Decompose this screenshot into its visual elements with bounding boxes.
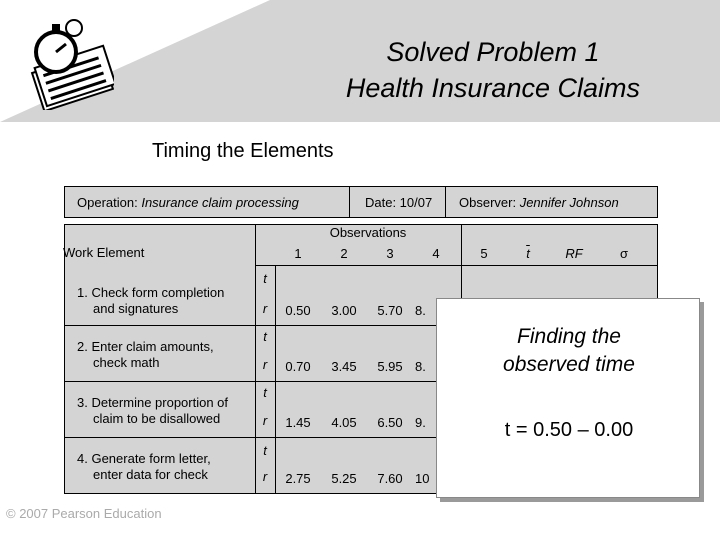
work-element-1-line1: 1. Check form completion bbox=[77, 285, 225, 300]
work-element-2-line1: 2. Enter claim amounts, bbox=[77, 339, 214, 354]
row-2-t-label: t bbox=[263, 329, 267, 344]
row-1-r-3: 5.70 bbox=[377, 303, 403, 318]
info-bar bbox=[64, 186, 658, 218]
title-line-2: Health Insurance Claims bbox=[345, 73, 640, 103]
row-2-r-1: 0.70 bbox=[285, 359, 311, 374]
row-2-r-label: r bbox=[262, 357, 268, 372]
column-1: 1 bbox=[294, 246, 302, 261]
row-1-r-4: 8. bbox=[415, 303, 426, 318]
column-4: 4 bbox=[432, 246, 440, 261]
column-5: 5 bbox=[480, 246, 488, 261]
work-element-header: Work Element bbox=[63, 245, 145, 260]
observations-header: Observations bbox=[329, 225, 407, 240]
work-element-3-line1: 3. Determine proportion of bbox=[77, 395, 229, 410]
info-divider-2 bbox=[445, 187, 446, 217]
row-4-r-4: 10 bbox=[415, 471, 430, 486]
date-label: Date: 10/07 bbox=[365, 195, 433, 210]
row-4-r-3: 7.60 bbox=[377, 471, 403, 486]
work-element-2 bbox=[77, 339, 214, 371]
grid-line bbox=[255, 265, 657, 266]
row-2-r-4: 8. bbox=[415, 359, 426, 374]
callout-heading bbox=[437, 323, 701, 379]
callout-formula-text: t = 0.50 – 0.00 bbox=[504, 419, 634, 441]
row-4-r-2: 5.25 bbox=[331, 471, 357, 486]
work-element-1 bbox=[77, 285, 224, 317]
row-1-r-label: r bbox=[262, 301, 268, 316]
column-2: 2 bbox=[340, 246, 348, 261]
row-1-r-2: 3.00 bbox=[331, 303, 357, 318]
callout-line-1: Finding the bbox=[517, 325, 621, 348]
copyright: © 2007 Pearson Education bbox=[6, 506, 162, 521]
row-4-r-1: 2.75 bbox=[285, 471, 311, 486]
grid-line bbox=[275, 265, 276, 493]
callout-line-2: observed time bbox=[503, 353, 635, 376]
row-3-r-4: 9. bbox=[415, 415, 426, 430]
info-divider-1 bbox=[349, 187, 350, 217]
row-3-r-2: 4.05 bbox=[331, 415, 357, 430]
column-sigma: σ bbox=[619, 246, 629, 261]
row-3-t-label: t bbox=[263, 385, 267, 400]
observer-value: Jennifer Johnson bbox=[519, 195, 619, 210]
observer-prefix: Observer: bbox=[459, 195, 520, 210]
operation-value: Insurance claim processing bbox=[141, 195, 299, 210]
work-element-3 bbox=[77, 395, 228, 427]
row-4-r-label: r bbox=[262, 469, 268, 484]
column-3: 3 bbox=[386, 246, 394, 261]
row-3-r-3: 6.50 bbox=[377, 415, 403, 430]
work-element-4-line2: enter data for check bbox=[93, 467, 208, 482]
row-2-r-2: 3.45 bbox=[331, 359, 357, 374]
work-element-4-line1: 4. Generate form letter, bbox=[77, 451, 211, 466]
slide-title bbox=[346, 34, 640, 106]
stopwatch-clipboard-icon bbox=[14, 10, 114, 110]
row-3-r-label: r bbox=[262, 413, 268, 428]
row-1-r-1: 0.50 bbox=[285, 303, 311, 318]
observer-label bbox=[459, 195, 619, 210]
column-t-bar: $\overline{t}$ bbox=[526, 246, 530, 261]
row-3-r-1: 1.45 bbox=[285, 415, 311, 430]
callout-box bbox=[436, 298, 700, 498]
work-element-4 bbox=[77, 451, 211, 483]
column-rf: RF bbox=[565, 246, 583, 261]
operation-label bbox=[77, 195, 299, 210]
callout-formula bbox=[437, 419, 701, 442]
row-1-t-label: t bbox=[263, 271, 267, 286]
work-element-1-line2: and signatures bbox=[93, 301, 179, 316]
title-line-1: Solved Problem 1 bbox=[386, 37, 600, 67]
work-element-2-line2: check math bbox=[93, 355, 160, 370]
row-2-r-3: 5.95 bbox=[377, 359, 403, 374]
row-4-t-label: t bbox=[263, 443, 267, 458]
work-element-3-line2: claim to be disallowed bbox=[93, 411, 221, 426]
section-subtitle: Timing the Elements bbox=[152, 140, 334, 162]
operation-prefix: Operation: bbox=[77, 195, 142, 210]
